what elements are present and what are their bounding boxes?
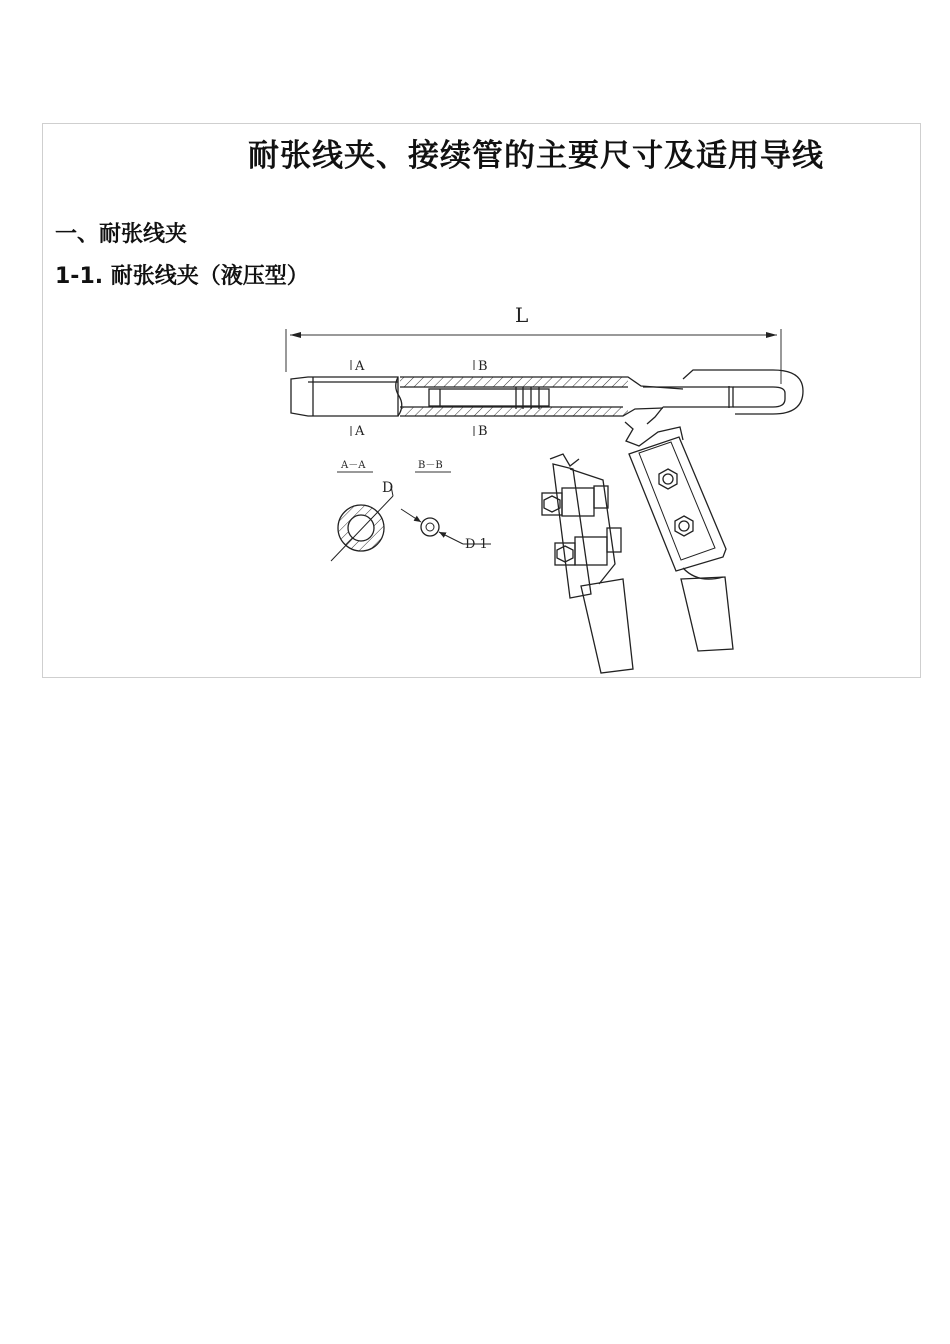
section-mark-a-top: A [355,359,365,374]
length-dimension-label: L [515,303,529,327]
section-view-b [401,460,491,552]
section-view-a [331,460,393,561]
subsection-heading: 1-1. 耐张线夹（液压型） [55,264,309,289]
section-mark-b-bottom: B [478,424,488,439]
section-view-a-label: A－A [341,460,366,471]
section-mark-a-bottom: A [355,424,365,439]
clamp-body [291,370,803,424]
section-heading: 一、耐张线夹 [55,222,188,247]
jumper-terminal-right [625,422,733,651]
section-view-b-label: B－B [418,460,443,471]
clamp-technical-drawing [43,124,920,677]
jumper-terminal-left [542,454,633,673]
section-mark-b-top: B [478,359,488,374]
document-panel [42,123,921,678]
document-title: 耐张线夹、接续管的主要尺寸及适用导线 [248,138,824,174]
outer-diameter-label: D [382,480,394,496]
inner-diameter-label: D 1 [465,537,488,552]
section-marks [351,359,488,439]
